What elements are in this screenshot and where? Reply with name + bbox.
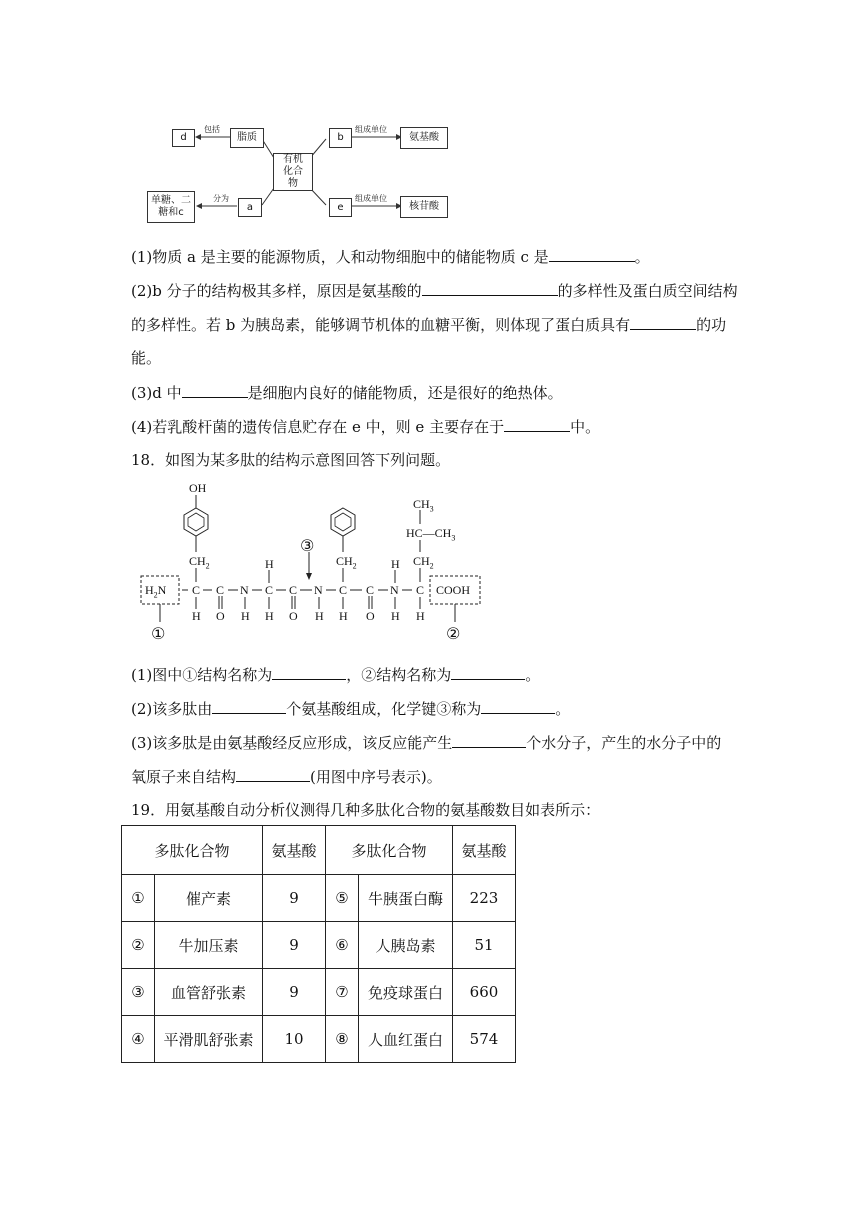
carboxyl-group: COOH [436,583,471,597]
text: HC [406,526,423,540]
compound-name: 牛加压素 [155,922,263,969]
table-row [122,922,516,969]
edge-label-unit-b: 组成单位 [355,125,387,134]
q18-title: 18．如图为某多肽的结构示意图回答下列问题。 [131,451,451,469]
node-lipid: 脂质 [230,128,264,148]
text: 2 [153,590,158,600]
answer-blank[interactable] [212,698,286,714]
text: (2)该多肽由 [131,700,213,718]
text: 2 [352,561,357,571]
amino-acid-table [121,825,516,1063]
edge-label-includes: 包括 [204,125,220,134]
text: 是细胞内良好的储能物质，还是很好的绝热体。 [247,384,563,402]
q18-part3 [131,732,721,753]
header-amino-acid: 氨基酸 [263,826,326,875]
text: 的多样性。若 b 为胰岛素，能够调节机体的血糖平衡，则体现了蛋白质具有 [131,316,631,334]
compound-name: 血管舒张素 [155,969,263,1016]
text: CH [413,554,430,568]
ch2-group-1 [189,555,210,572]
text: 中。 [570,418,601,436]
text: CH [413,497,430,511]
atom-n1: N [240,583,249,597]
text: (1)物质 a 是主要的能源物质，人和动物细胞中的储能物质 c 是 [131,248,549,266]
row-index: ⑦ [326,969,359,1016]
atom-n3: N [390,583,399,597]
ch3-group-top [413,498,434,515]
text: H [145,583,154,597]
atom-c1: C [192,583,201,597]
q18-part1 [131,664,540,685]
header-amino-acid: 氨基酸 [453,826,516,875]
amino-acid-count: 574 [453,1016,516,1063]
atom-o-bottom-2: O [289,609,298,623]
q17-part1 [131,246,650,267]
q17-part2 [131,280,738,301]
atom-h-bottom-3: H [265,609,274,623]
amino-acid-count: 9 [263,922,326,969]
ch2-group-3 [413,555,434,572]
answer-blank[interactable] [182,382,248,398]
text: 。 [555,700,571,718]
text: 3 [429,504,434,514]
text: 。 [634,248,650,266]
answer-blank[interactable] [452,732,526,748]
table-row [122,1016,516,1063]
row-index: ④ [122,1016,155,1063]
atom-h-bottom-4: H [315,609,324,623]
node-a: a [238,198,262,217]
polypeptide-structure [0,470,860,650]
row-index: ② [122,922,155,969]
amino-acid-count: 9 [263,969,326,1016]
text: 个氨基酸组成，化学键③称为 [286,700,482,718]
text: (3)d 中 [131,384,182,402]
text: (4)若乳酸杆菌的遗传信息贮存在 e 中，则 e 主要存在于 [131,418,505,436]
text: 2 [205,561,210,571]
answer-blank[interactable] [272,664,346,680]
row-index: ① [122,875,155,922]
atom-c4: C [289,583,298,597]
atom-c6: C [366,583,375,597]
concept-map [0,0,860,240]
bond-3-label: ③ [300,536,315,555]
atom-o-bottom-1: O [216,609,225,623]
edge-label-unit-e: 组成单位 [355,194,387,203]
compound-name: 人血红蛋白 [359,1016,453,1063]
node-organic-compound [273,153,313,191]
q17-part2-end: 能。 [131,349,162,367]
row-index: ⑧ [326,1016,359,1063]
q18-part2 [131,698,570,719]
amino-acid-count: 223 [453,875,516,922]
header-compound: 多肽化合物 [326,826,453,875]
table-row [122,875,516,922]
hc-ch3-group [406,527,455,544]
row-index: ⑥ [326,922,359,969]
row-index: ③ [122,969,155,1016]
answer-blank[interactable] [236,766,310,782]
text: 的功 [696,316,727,334]
answer-blank[interactable] [504,416,570,432]
text: 。 [525,666,541,684]
amino-acid-count: 51 [453,922,516,969]
q19-title: 19．用氨基酸自动分析仪测得几种多肽化合物的氨基酸数目如表所示： [131,801,601,819]
amino-acid-count: 9 [263,875,326,922]
atom-h-bottom-5: H [339,609,348,623]
text: 氧原子来自结构 [131,768,237,786]
atom-c2: C [216,583,225,597]
node-nucleotide: 核苷酸 [400,196,448,218]
text: ，②结构名称为 [346,666,452,684]
text: (2)b 分子的结构极其多样，原因是氨基酸的 [131,282,422,300]
atom-h-bottom-7: H [416,609,425,623]
amino-acid-count: 10 [263,1016,326,1063]
compound-name: 牛胰蛋白酶 [359,875,453,922]
q18-part3-cont [131,766,442,787]
text: (用图中序号表示)。 [310,768,442,786]
atom-c5: C [339,583,348,597]
atom-n2: N [314,583,323,597]
text: CH [189,554,206,568]
q17-part3 [131,382,563,403]
edge-label-divides: 分为 [213,194,229,203]
node-sugars-label: 单糖、二糖和c [151,195,191,218]
text: CH [336,554,353,568]
text: N [157,583,167,597]
answer-blank[interactable] [549,246,635,262]
atom-h-top-2: H [391,557,400,571]
node-amino-acid: 氨基酸 [400,127,448,149]
ch2-group-2 [336,555,357,572]
atom-h-bottom-2: H [241,609,250,623]
row-index: ⑤ [326,875,359,922]
text: 3 [451,533,456,543]
text: —CH [422,526,452,540]
node-sugars [147,191,195,223]
answer-blank[interactable] [630,314,696,330]
text: 个水分子，产生的水分子中的 [526,734,722,752]
node-d: d [172,129,195,147]
compound-name: 免疫球蛋白 [359,969,453,1016]
atom-h-top-1: H [265,557,274,571]
node-b: b [329,128,352,148]
atom-h-bottom-1: H [192,609,201,623]
amino-acid-count: 660 [453,969,516,1016]
compound-name: 平滑肌舒张素 [155,1016,263,1063]
header-compound: 多肽化合物 [122,826,263,875]
structure-2-label: ② [446,624,461,643]
atom-c3: C [265,583,274,597]
table-header-row [122,826,516,875]
text: (1)图中①结构名称为 [131,666,273,684]
text: (3)该多肽是由氨基酸经反应形成，该反应能产生 [131,734,453,752]
answer-blank[interactable] [481,698,555,714]
q17-part2-cont [131,314,726,335]
compound-name: 催产素 [155,875,263,922]
atom-o-bottom-3: O [366,609,375,623]
q17-part4 [131,416,600,437]
table-row [122,969,516,1016]
atom-h-bottom-6: H [391,609,400,623]
answer-blank[interactable] [451,664,525,680]
amino-group [145,584,166,601]
text: 的多样性及蛋白质空间结构 [557,282,738,300]
oh-group: OH [189,481,207,495]
compound-name: 人胰岛素 [359,922,453,969]
node-organic-compound-label: 有机化合物 [283,154,303,189]
arrowhead [306,573,312,580]
text: 2 [429,561,434,571]
node-e: e [329,198,352,217]
structure-1-label: ① [151,624,166,643]
answer-blank[interactable] [422,280,558,296]
atom-c7: C [416,583,425,597]
